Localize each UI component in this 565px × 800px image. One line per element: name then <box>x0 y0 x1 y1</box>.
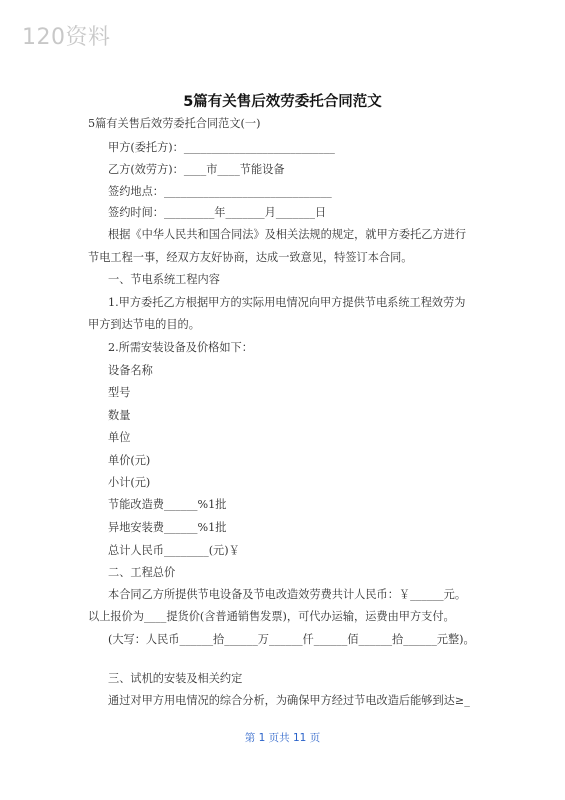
paragraph-line: 以上报价为____提货价(含普通销售发票)，可代办运输，运费由甲方支付。 <box>88 610 455 623</box>
paragraph-line: 根据《中华人民共和国合同法》及相关法规的规定，就甲方委托乙方进行 <box>108 228 467 241</box>
list-item: 型号 <box>108 386 131 399</box>
watermark-logo: 120资料 <box>22 25 111 50</box>
page-footer: 第 1 页共 11 页 <box>244 732 321 744</box>
paragraph-line: (大写：人民币______拾______万______仟______佰______拾______元整)。 <box>108 633 475 646</box>
section-heading: 一、节电系统工程内容 <box>108 273 220 286</box>
subtitle-line: 5篇有关售后效劳委托合同范文(一) <box>88 117 261 130</box>
list-item: 节能改造费______%1批 <box>108 498 227 511</box>
section-heading: 三、试机的安装及相关约定 <box>108 672 243 685</box>
list-item: 小计(元) <box>108 476 151 489</box>
paragraph-line: 甲方到达节电的目的。 <box>88 318 200 331</box>
list-item: 总计人民币________(元)￥ <box>108 544 240 557</box>
list-item: 数量 <box>108 409 131 422</box>
paragraph-line: 本合同乙方所提供节电设备及节电改造效劳费共计人民币：￥______元。 <box>108 588 467 601</box>
party-a-line: 甲方(委托方)：___________________________ <box>108 141 335 154</box>
list-item: 单价(元) <box>108 454 151 467</box>
paragraph-line: 1.甲方委托乙方根据甲方的实际用电情况向甲方提供节电系统工程效劳为 <box>108 296 466 309</box>
list-item: 设备名称 <box>108 364 153 377</box>
paragraph-line: 通过对甲方用电情况的综合分析，为确保甲方经过节电改造后能够到达≥_ <box>108 694 470 707</box>
paragraph-line: 节电工程一事，经双方友好协商，达成一致意见，特签订本合同。 <box>88 251 413 264</box>
sign-place-line: 签约地点：______________________________ <box>108 185 332 198</box>
list-item: 单位 <box>108 431 131 444</box>
party-b-line: 乙方(效劳方)：____市____节能设备 <box>108 163 285 176</box>
document-title: 5篇有关售后效劳委托合同范文 <box>183 94 382 110</box>
list-item: 异地安装费______%1批 <box>108 521 227 534</box>
sign-time-line: 签约时间：_________年_______月_______日 <box>108 206 327 219</box>
paragraph-line: 2.所需安装设备及价格如下： <box>108 341 253 354</box>
section-heading: 二、工程总价 <box>108 566 176 579</box>
